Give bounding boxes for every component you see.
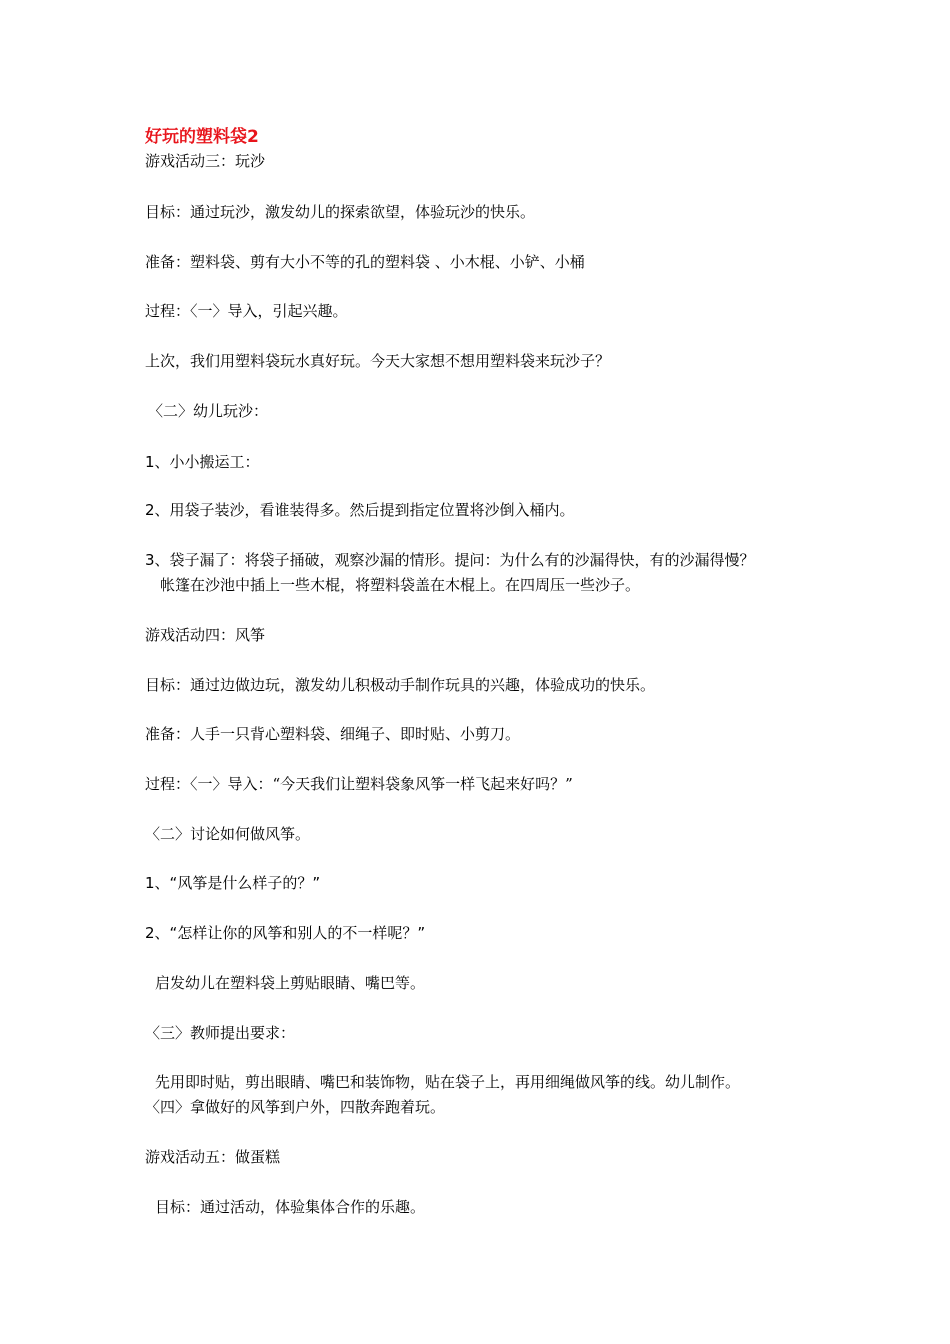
paragraph-play-outdoor: 〈四〉拿做好的风筝到户外，四散奔跑着玩。 <box>145 1098 446 1116</box>
paragraph-step-two: 〈二〉幼儿玩沙： <box>148 402 269 420</box>
paragraph-requirements: 〈三〉教师提出要求： <box>145 1024 296 1042</box>
paragraph-goal: 目标：通过玩沙，激发幼儿的探索欲望，体验玩沙的快乐。 <box>145 203 536 221</box>
list-item: 2、“怎样让你的风筝和别人的不一样呢？” <box>145 924 426 942</box>
paragraph-goal: 目标：通过活动，体验集体合作的乐趣。 <box>155 1198 426 1216</box>
list-item: 2、用袋子装沙，看谁装得多。然后提到指定位置将沙倒入桶内。 <box>145 501 575 519</box>
document-title: 好玩的塑料袋2 <box>145 127 259 147</box>
paragraph-making: 先用即时贴，剪出眼睛、嘴巴和装饰物，贴在袋子上，再用细绳做风筝的线。幼儿制作。 <box>155 1073 741 1091</box>
paragraph-tent: 帐篷在沙池中插上一些木棍，将塑料袋盖在木棍上。在四周压一些沙子。 <box>160 576 641 594</box>
paragraph-process: 过程：〈一〉导入，引起兴趣。 <box>145 302 348 320</box>
paragraph-inspire: 启发幼儿在塑料袋上剪贴眼睛、嘴巴等。 <box>155 974 426 992</box>
paragraph-preparation: 准备：人手一只背心塑料袋、细绳子、即时贴、小剪刀。 <box>145 725 521 743</box>
paragraph-discussion: 〈二〉讨论如何做风筝。 <box>145 825 311 843</box>
section-heading-kite: 游戏活动四：风筝 <box>145 626 266 644</box>
paragraph-intro: 上次，我们用塑料袋玩水真好玩。今天大家想不想用塑料袋来玩沙子？ <box>145 352 611 370</box>
list-item: 1、小小搬运工： <box>145 453 260 471</box>
paragraph-goal: 目标：通过边做边玩，激发幼儿积极动手制作玩具的兴趣，体验成功的快乐。 <box>145 676 656 694</box>
paragraph-preparation: 准备：塑料袋、剪有大小不等的孔的塑料袋 、小木棍、小铲、小桶 <box>145 253 585 271</box>
section-heading-sand: 游戏活动三：玩沙 <box>145 152 266 170</box>
list-item: 3、袋子漏了：将袋子捅破，观察沙漏的情形。提问：为什么有的沙漏得快，有的沙漏得慢？ <box>145 551 755 569</box>
list-item: 1、“风筝是什么样子的？” <box>145 874 321 892</box>
section-heading-cake: 游戏活动五：做蛋糕 <box>145 1148 281 1166</box>
paragraph-process: 过程：〈一〉导入：“今天我们让塑料袋象风筝一样飞起来好吗？” <box>145 775 573 793</box>
